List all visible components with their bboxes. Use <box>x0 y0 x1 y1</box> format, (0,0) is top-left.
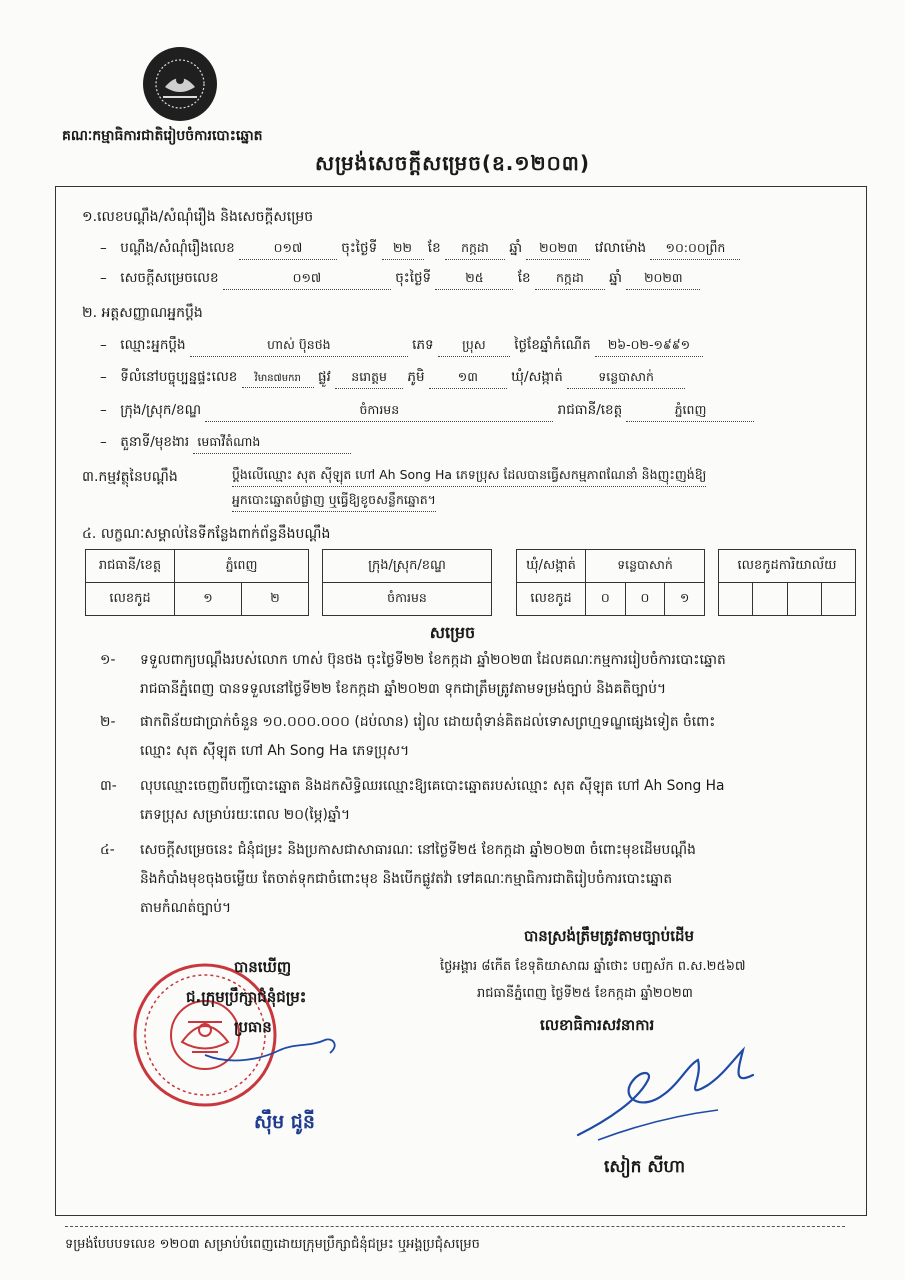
office-code-cell <box>719 583 753 616</box>
secretary-name: សៀក សីហា <box>604 1157 686 1177</box>
complaint-day: ២២ <box>382 240 424 260</box>
office-code-label: លេខកូដការិយាល័យ <box>719 550 856 583</box>
complaint-subject-line1: ប្តឹងលើឈ្មោះ សុត ស៊ីឡុត ហៅ Ah Song Ha ភេទប្រុស ដែលបានធ្វើសកម្មភាពណែនាំ និងញុះញង់ឱ្យ <box>232 467 706 487</box>
seen-label: បានឃើញ <box>234 958 292 976</box>
commune-label: ឃុំ/សង្កាត់ <box>517 550 586 583</box>
section3-heading: ៣.កម្មវត្ថុនៃបណ្តឹង <box>82 469 178 485</box>
president-title: ប្រធាន <box>234 1018 272 1036</box>
decision-item: ៣- លុបឈ្មោះចេញពីបញ្ជីបោះឆ្នោត និងដកសិទ្ធិឈរឈ្មោះឱ្យគេបោះឆ្នោតរបស់ឈ្មោះ សុត ស៊ីឡុត ហៅ Ah Song Ha ភេទប្រុស សម្រាប់រយៈពេល ២០(ម្ភៃ)ឆ្នាំ។ <box>100 778 725 823</box>
president-signature <box>200 1025 350 1075</box>
commune: ទន្លេបាសាក់ <box>567 369 685 389</box>
complaint-time: ១០:០០ព្រឹក <box>650 240 740 260</box>
office-code-cell <box>821 583 855 616</box>
province-value: ភ្នំពេញ <box>175 550 309 583</box>
decision-item: ១- ទទួលពាក្យបណ្តឹងរបស់លោក ហាស់ ប៊ុនថង ចុះថ្ងៃទី២២ ខែកក្កដា ឆ្នាំ២០២៣ ដែលគណៈកម្មការរៀបចំការបោះឆ្នោត រាជធានីភ្នំពេញ បានទទួលនៅថ្ងៃទី២២ ខែកក្កដា ឆ្នាំ២០២៣ ទុកជាត្រឹមត្រូវតាមទម្រង់ច្បាប់ និងគតិច្បាប់។ <box>100 652 726 697</box>
certified-copy-label: បានស្រង់ត្រឹមត្រូវតាមច្បាប់ដើម <box>524 927 694 945</box>
province-code-label: លេខកូដ <box>86 583 175 616</box>
president-name: ស៊ឹម ជូនី <box>254 1111 315 1133</box>
complainant-name: ហាស់ ប៊ុនថង <box>190 337 408 357</box>
section4-heading: ៤. លក្ខណៈសម្គាល់នៃទីកន្លែងពាក់ព័ន្ធនឹងបណ្តឹង <box>82 526 331 542</box>
organization-name: គណៈកម្មាធិការជាតិរៀបចំការបោះឆ្នោត <box>62 128 263 144</box>
complaint-year: ២០២៣ <box>526 240 590 260</box>
complainant-district-row: – ក្រុង/ស្រុក/ខណ្ឌ ចំការមន រាជធានី/ខេត្ត ភ្នំពេញ <box>100 401 754 422</box>
solar-date: រាជធានីភ្នំពេញ ថ្ងៃទី២៥ ខែកក្កដា ឆ្នាំ២០២៣ <box>477 986 693 1001</box>
commune-value: ទន្លេបាសាក់ <box>586 550 705 583</box>
office-code-cell <box>753 583 787 616</box>
complainant-role: មេធាវីតំណាង <box>193 434 351 454</box>
decision-item: ២- ផាកពិន័យជាប្រាក់ចំនួន ១០.០០០.០០០ (ដប់លាន) រៀល ដោយពុំទាន់គិតដល់ទោសព្រហ្មទណ្ឌផ្សេងទៀត ចំពោះ ឈ្មោះ សុត ស៊ីឡុត ហៅ Ah Song Ha ភេទប្រុស។ <box>100 714 716 759</box>
document-title: សម្រង់សេចក្តីសម្រេច(ឧ.១២០៣) <box>314 151 590 175</box>
complainant-dob: ២៦-០២-១៩៩១ <box>595 337 703 357</box>
commune-code-digit: ១ <box>665 583 705 616</box>
province-label: រាជធានី/ខេត្ត <box>86 550 175 583</box>
complaint-number: ០១៧ <box>239 240 337 260</box>
province-code-digit: ១ <box>175 583 242 616</box>
decision-number: ០១៧ <box>223 270 391 290</box>
secretary-signature <box>568 1040 768 1150</box>
province: ភ្នំពេញ <box>626 402 754 422</box>
office-code-cell <box>787 583 821 616</box>
decision-day: ២៥ <box>435 270 513 290</box>
province-code-table <box>85 549 309 616</box>
commune-code-table <box>516 549 705 616</box>
section1-heading: ១.លេខបណ្តឹង/សំណុំរឿង និងសេចក្តីសម្រេច <box>82 209 314 225</box>
complainant-sex: ប្រុស <box>438 337 510 357</box>
district-code-table <box>322 549 492 616</box>
national-election-committee-seal <box>143 47 217 121</box>
district: ចំការមន <box>205 402 553 422</box>
province-code-digit: ២ <box>242 583 309 616</box>
house-number: វិមាន៧មករា <box>242 371 314 388</box>
complainant-role-row: – តួនាទី/មុខងារ មេធាវីតំណាង <box>100 433 351 454</box>
complainant-name-row: – ឈ្មោះអ្នកប្តឹង ហាស់ ប៊ុនថង ភេទ ប្រុស ថ្ងៃខែឆ្នាំកំណើត ២៦-០២-១៩៩១ <box>100 336 703 357</box>
section2-heading: ២. អត្តសញ្ញាណអ្នកប្តឹង <box>82 305 203 321</box>
decision-title: សម្រេច <box>429 623 476 642</box>
district-label: ក្រុង/ស្រុក/ខណ្ឌ <box>323 550 492 583</box>
complaint-subject-line2: អ្នកបោះឆ្នោតបំផ្លាញ ឬធ្វើឱ្យខូចសន្លឹកឆ្នោត។ <box>232 492 436 512</box>
decision-month: កក្កដា <box>535 270 605 290</box>
section1-row2: – សេចក្តីសម្រេចលេខ ០១៧ ចុះថ្ងៃទី ២៥ ខែ កក្កដា ឆ្នាំ ២០២៣ <box>100 269 700 290</box>
footer-divider <box>65 1226 845 1227</box>
decision-year: ២០២៣ <box>626 270 700 290</box>
village: ១៣ <box>429 369 507 389</box>
form-footnote: ទម្រង់បែបបទលេខ ១២០៣ សម្រាប់បំពេញដោយក្រុមប្រឹក្សាជំនុំជម្រះ ឬអង្គប្រជុំសម្រេច <box>65 1237 480 1252</box>
section1-row1: – បណ្តឹង/សំណុំរឿងលេខ ០១៧ ចុះថ្ងៃទី ២២ ខែ កក្កដា ឆ្នាំ ២០២៣ វេលាម៉ោង ១០:០០ព្រឹក <box>100 239 740 260</box>
office-code-table <box>718 549 856 616</box>
complainant-address-row: – ទីលំនៅបច្ចុប្បន្នផ្ទះលេខ វិមាន៧មករា ផ្លូវ នរោត្តម ភូមិ ១៣ ឃុំ/សង្កាត់ ទន្លេបាសាក់ <box>100 368 685 389</box>
hearing-secretary-title: លេខាធិការសវនាការ <box>540 1016 655 1034</box>
trial-council-label: ជ.ក្រុមប្រឹក្សាជំនុំជម្រះ <box>186 988 307 1006</box>
street: នរោត្តម <box>335 369 403 389</box>
complaint-month: កក្កដា <box>445 240 505 260</box>
commune-code-digit: ០ <box>625 583 665 616</box>
commune-code-label: លេខកូដ <box>517 583 586 616</box>
lunar-date: ថ្ងៃអង្គារ ៨កើត ខែទុតិយាសាឍ ឆ្នាំថោះ បញ្ចស័ក ព.ស.២៥៦៧ <box>440 959 746 974</box>
commune-code-digit: ០ <box>586 583 626 616</box>
decision-item: ៤- សេចក្តីសម្រេចនេះ ជំនុំជម្រះ និងប្រកាសជាសាធារណៈ នៅថ្ងៃទី២៥ ខែកក្កដា ឆ្នាំ២០២៣ ចំពោះមុខដើមបណ្តឹង និងកំបាំងមុខចុងចម្លើយ តែចាត់ទុកជាចំពោះមុខ និងបើកផ្លូវតវ៉ា ទៅគណៈកម្មាធិការជាតិរៀបចំការបោះឆ្នោត តាមកំណត់ច្បាប់។ <box>100 842 696 916</box>
district-value: ចំការមន <box>323 583 492 616</box>
